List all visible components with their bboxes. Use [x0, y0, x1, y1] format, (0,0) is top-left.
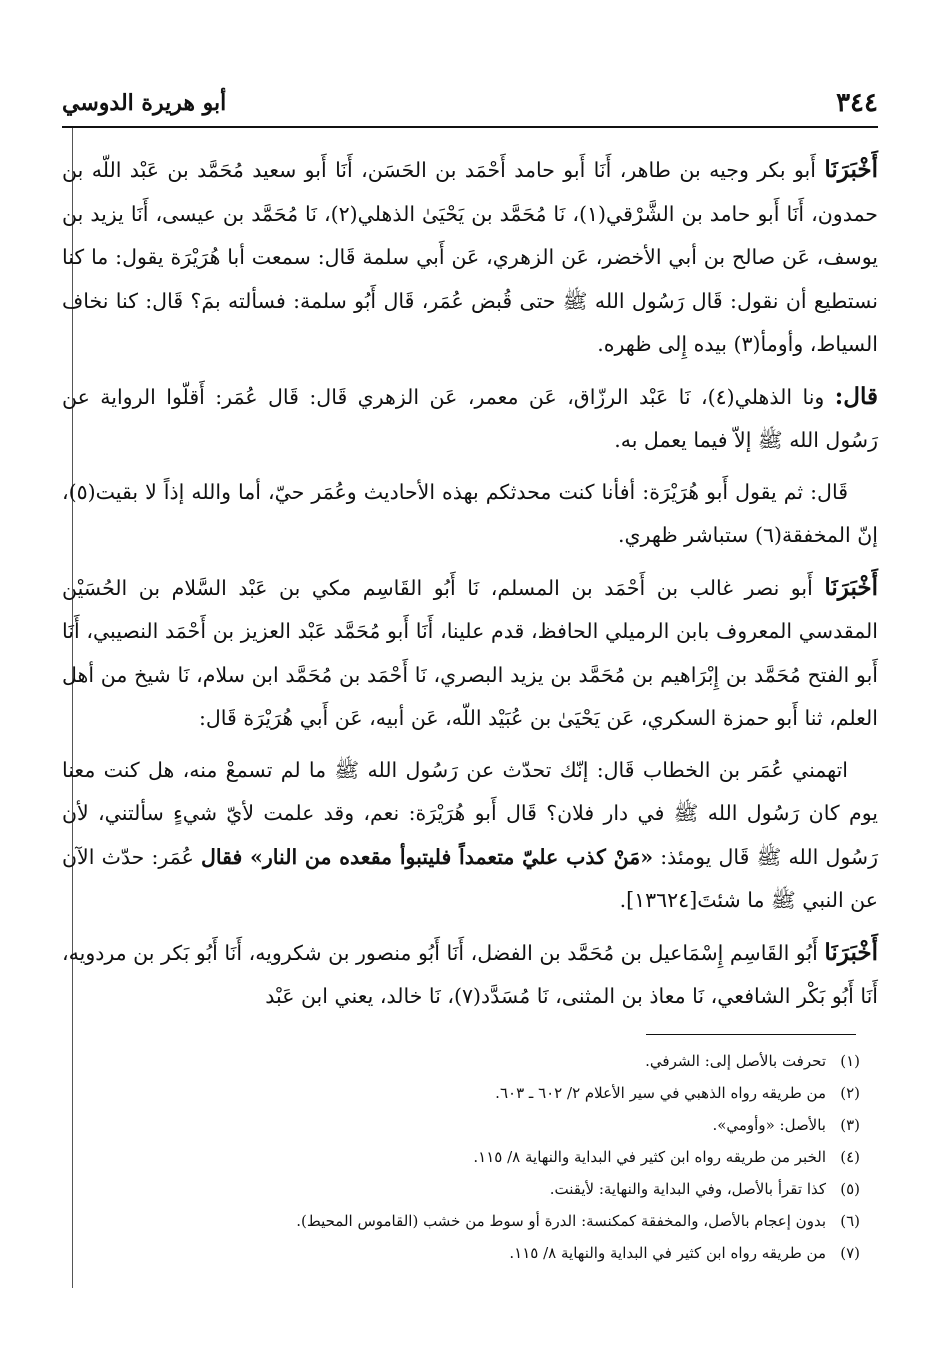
paragraph-text-after: عُمَر: حدّث الآن عن النبي ﷺ ما شئتَ[١٣٦٢٤]. [62, 844, 878, 912]
footnote [62, 1237, 860, 1269]
footnotes [62, 1045, 860, 1269]
footnote-text: من طريقه رواه الذهبي في سير الأعلام ٢/ ٦٠٢ ـ ٦٠٣. [495, 1084, 826, 1102]
paragraph-text: قَال: ثم يقول أَبو هُرَيْرَة: أفأنا كنت محدثكم بهذه الأحاديث وعُمَر حيّ، أما والله إذاً لا بقيت(٥)، إنّ المخفقة(٦) ستباشر ظهري. [62, 479, 878, 547]
paragraph-text: ونا الذهلي(٤)، نَا عَبْد الرزّاق، عَن معمر، عَن الزهري قَال: قَال عُمَر: أَقلّوا الرواية عن رَسُول الله ﷺ إلاّ فيما يعمل به. [62, 384, 878, 452]
paragraph-2 [62, 375, 878, 463]
footnote-number: (٣) [840, 1116, 860, 1134]
paragraph-lead: أَخْبَرَنَا [824, 156, 878, 183]
paragraph-text: أَبو بكر وجيه بن طاهر، أَنَا أَبو حامد أَحْمَد بن الحَسَن، أَنَا أَبو سعيد مُحَمَّد بن عَبْد اللّه بن حمدون، أَنَا أَبو حامد بن الشَّرْقي(١)، نَا مُحَمَّد بن يَحْيَىٰ الذهلي(٢)، نَا مُحَمَّد بن عيسى، أَنَا يزيد بن يوسف، عَن صالح بن أبي الأخضر، عَن الزهري، عَن أَبي سلمة قَال: سمعت أبا هُرَيْرَة يقول: ما كنا نستطيع أن نقول: قَال رَسُول الله ﷺ حتى قُبض عُمَر، قَال أَبُو سلمة: فسألته بمَ؟ قَال: كنا نخاف السياط، وأومأ(٣) بيده إِلى ظهره. [62, 158, 878, 356]
hadith-quote: «مَنْ كذب عليّ متعمداً فليتبوأ مقعده من النار» فقال [200, 844, 654, 869]
paragraph-lead: أَخْبَرَنَا [824, 938, 878, 966]
footnote [62, 1141, 860, 1173]
paragraph-1 [62, 148, 878, 367]
footnote-text: بدون إعجام بالأصل، والمخفقة كمكنسة: الدرة أو سوط من خشب (القاموس المحيط). [296, 1212, 826, 1230]
footnote-number: (٤) [840, 1148, 860, 1166]
paragraph-text: أَبُو القَاسِم إِسْمَاعيل بن مُحَمَّد بن الفضل، أَنَا أَبُو منصور بن شكرويه، أَنَا أَبُو بَكر بن مردويه، أَنَا أَبُو بَكْر الشافعي، نَا معاذ بن المثنى، نَا مُسَدَّد(٧)، نَا خالد، يعني ابن عَبْد [62, 940, 878, 1008]
main-text [62, 148, 878, 1027]
footnote-number: (٥) [840, 1180, 860, 1198]
paragraph-3 [62, 471, 878, 558]
page-number: ٣٤٤ [836, 88, 878, 118]
footnote-text: الخبر من طريقه رواه ابن كثير في البداية والنهاية ٨/ ١١٥. [473, 1148, 826, 1166]
footnote-number: (٢) [840, 1084, 860, 1102]
header-rule [62, 126, 878, 128]
paragraph-lead: قال: [834, 382, 878, 410]
paragraph-6 [62, 931, 878, 1019]
footnote-rule [646, 1034, 856, 1035]
footnote-number: (١) [840, 1052, 860, 1070]
running-title: أبو هريرة الدوسي [62, 90, 227, 116]
footnote [62, 1205, 860, 1237]
footnote-text: تحرفت بالأصل إلى: الشرفي. [645, 1052, 826, 1070]
footnote [62, 1077, 860, 1109]
footnote-number: (٦) [840, 1212, 860, 1230]
footnote [62, 1109, 860, 1141]
footnote [62, 1045, 860, 1077]
paragraph-text: اتهمني عُمَر بن الخطاب قَال: إنّك تحدّث عن رَسُول الله ﷺ ما لم تسمعْ منه، هل كنت معنا يوم كان رَسُول الله ﷺ في دار فلان؟ قَال أَبو هُرَيْرَة: نعم، وقد علمت لأيّ شيءٍ سألتني، لأن رَسُول الله ﷺ قَال يومئذ: [62, 757, 879, 869]
paragraph-lead: أَخْبَرَنَا [824, 573, 878, 601]
footnote-text: من طريقه رواه ابن كثير في البداية والنهاية ٨/ ١١٥. [509, 1244, 826, 1262]
page-header [62, 84, 878, 124]
paragraph-4 [62, 566, 878, 741]
footnote [62, 1173, 860, 1205]
paragraph-5 [62, 749, 878, 923]
footnote-number: (٧) [840, 1244, 860, 1262]
footnote-text: بالأصل: «وأومي». [712, 1116, 826, 1134]
paragraph-text: أَبو نصر غالب بن أَحْمَد بن المسلم، نَا أَبُو القَاسِم مكي بن عَبْد السَّلام بن الحُسَيْن المقدسي المعروف بابن الرميلي الحافظ، قدم علينا، أَنَا أَبو مُحَمَّد عَبْد العزيز بن أَحْمَد النصيبي، أَنَا أَبو الفتح مُحَمَّد بن إِبْرَاهيم بن مُحَمَّد بن يزيد البصري، نَا أَحْمَد بن مُحَمَّد ابن سلام، نَا شيخ من أهل العلم، ثنا أَبو حمزة السكري، عَن يَحْيَىٰ بن عُبَيْد اللّه، عَن أبيه، عَن أَبي هُرَيْرَة قَال: [62, 575, 878, 730]
footnote-text: كذا تقرأ بالأصل، وفي البداية والنهاية: لأيقنت. [549, 1180, 826, 1198]
